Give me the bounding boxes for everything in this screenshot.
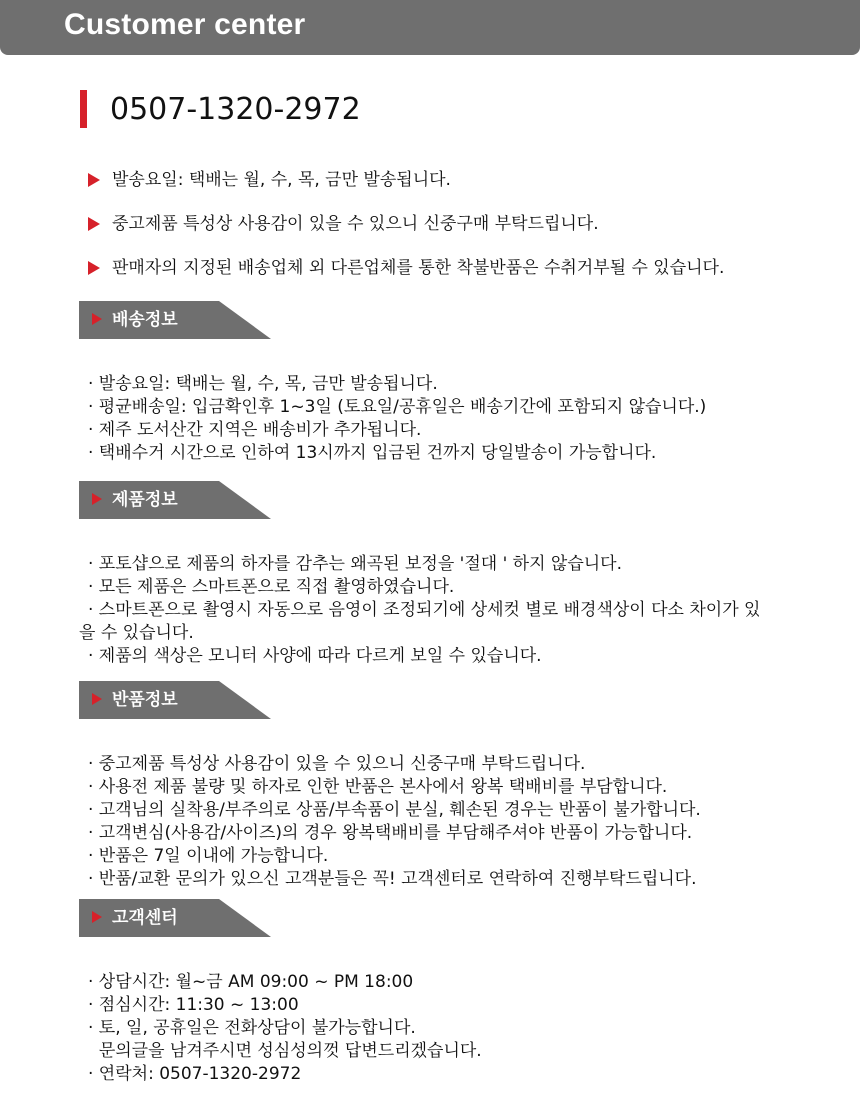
section-customer-center [79, 899, 839, 1086]
triangle-bullet-icon [92, 693, 102, 705]
section-header [79, 481, 271, 519]
section-shipping-info [79, 301, 839, 465]
section-item-list [88, 753, 839, 891]
list-item: · 포토샵으로 제품의 하자를 감추는 왜곡된 보정을 '절대 ' 하지 않습니다. [88, 554, 623, 574]
section-title: 고객센터 [112, 908, 178, 928]
page-title: Customer center [64, 8, 306, 41]
list-item: · 토, 일, 공휴일은 전화상담이 불가능합니다. [88, 1018, 416, 1038]
section-item-list [88, 971, 839, 1086]
list-item: · 스마트폰으로 촬영시 자동으로 음영이 조정되기에 상세컷 별로 배경색상이 다소 차이가 있 [88, 600, 761, 620]
section-title: 반품정보 [112, 690, 178, 710]
phone-accent-bar [80, 90, 87, 128]
list-item: · 제품의 색상은 모니터 사양에 따라 다르게 보일 수 있습니다. [88, 646, 542, 666]
section-item-list [79, 553, 839, 668]
list-item: · 발송요일: 택배는 월, 수, 목, 금만 발송됩니다. [88, 374, 438, 394]
triangle-bullet-icon [88, 173, 100, 187]
list-item: · 택배수거 시간으로 인하여 13시까지 입금된 건까지 당일발송이 가능합니다. [88, 443, 657, 463]
notice-text: 판매자의 지정된 배송업체 외 다른업체를 통한 착불반품은 수취거부될 수 있습니다. [112, 258, 725, 278]
triangle-bullet-icon [92, 313, 102, 325]
section-title: 배송정보 [112, 310, 178, 330]
header-bar [0, 0, 860, 55]
triangle-bullet-icon [88, 261, 100, 275]
triangle-bullet-icon [92, 911, 102, 923]
list-item: · 반품/교환 문의가 있으신 고객분들은 꼭! 고객센터로 연락하여 진행부탁드립니다. [88, 869, 697, 889]
section-header [79, 681, 271, 719]
notice-item [88, 212, 858, 256]
notice-text: 발송요일: 택배는 월, 수, 목, 금만 발송됩니다. [112, 170, 451, 190]
section-title: 제품정보 [112, 490, 178, 510]
notice-item [88, 256, 858, 300]
list-item: · 반품은 7일 이내에 가능합니다. [88, 846, 329, 866]
section-header [79, 301, 271, 339]
section-item-list [88, 373, 839, 465]
list-item: · 사용전 제품 불량 및 하자로 인한 반품은 본사에서 왕복 택배비를 부담합니다. [88, 777, 668, 797]
phone-number: 0507-1320-2972 [110, 92, 361, 127]
list-item: · 고객변심(사용감/사이즈)의 경우 왕복택배비를 부담해주셔야 반품이 가능합니다. [88, 823, 693, 843]
list-item: 문의글을 남겨주시면 성심성의껏 답변드리겠습니다. [88, 1041, 482, 1061]
triangle-bullet-icon [92, 493, 102, 505]
section-return-info [79, 681, 839, 891]
notice-item [88, 168, 858, 212]
list-item: 을 수 있습니다. [79, 623, 194, 643]
section-product-info [79, 481, 839, 668]
notice-list [88, 168, 858, 300]
list-item: · 연락처: 0507-1320-2972 [88, 1064, 302, 1084]
list-item: · 모든 제품은 스마트폰으로 직접 촬영하였습니다. [88, 577, 455, 597]
list-item: · 평균배송일: 입금확인후 1~3일 (토요일/공휴일은 배송기간에 포함되지 않습니다.) [88, 397, 707, 417]
list-item: · 제주 도서산간 지역은 배송비가 추가됩니다. [88, 420, 422, 440]
list-item: · 상담시간: 월~금 AM 09:00 ~ PM 18:00 [88, 972, 414, 992]
section-header [79, 899, 271, 937]
list-item: · 점심시간: 11:30 ~ 13:00 [88, 995, 299, 1015]
list-item: · 중고제품 특성상 사용감이 있을 수 있으니 신중구매 부탁드립니다. [88, 754, 586, 774]
notice-text: 중고제품 특성상 사용감이 있을 수 있으니 신중구매 부탁드립니다. [112, 214, 599, 234]
triangle-bullet-icon [88, 217, 100, 231]
list-item: · 고객님의 실착용/부주의로 상품/부속품이 분실, 훼손된 경우는 반품이 불가합니다. [88, 800, 701, 820]
